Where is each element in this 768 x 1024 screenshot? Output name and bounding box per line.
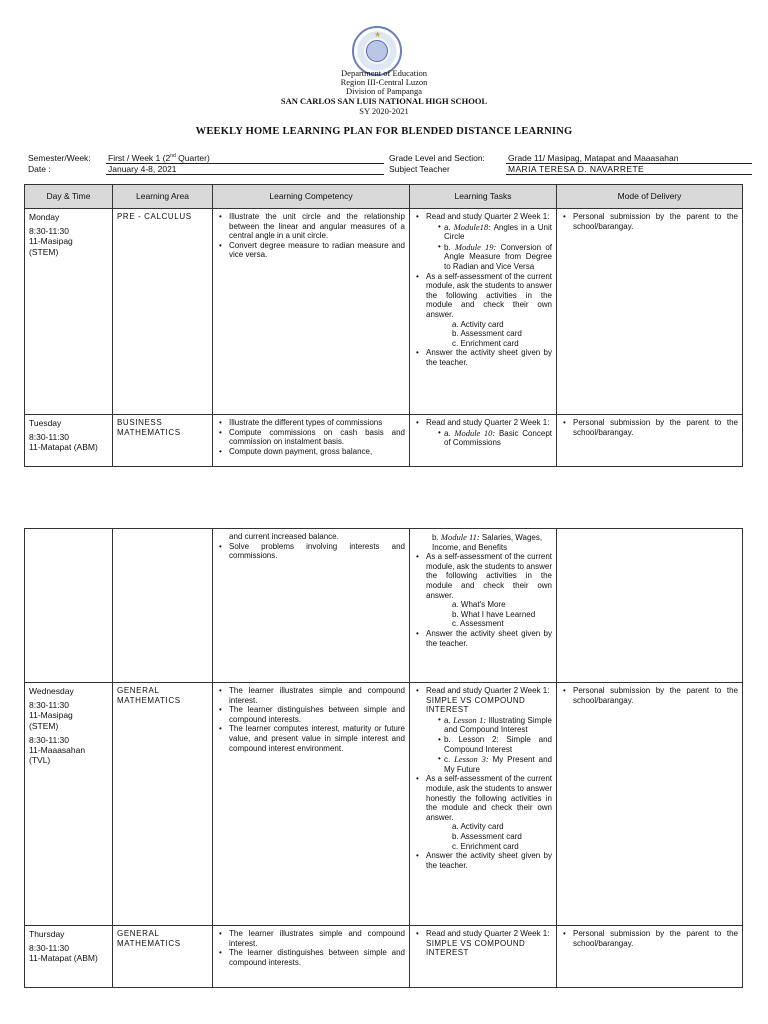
wednesday-day-time: Wednesday 8:30-11:30 11-Masipag (STEM) 8:30-11:30 11-Maaasahan (TVL) xyxy=(25,683,113,926)
teacher-label: Subject Teacher xyxy=(389,164,450,174)
column-header-learning-tasks: Learning Tasks xyxy=(410,185,557,209)
learning-plan-table-page-1 xyxy=(24,184,743,467)
thursday-competency: • The learner illustrates simple and compound interest. • The learner distinguishes between simple and compound interests. xyxy=(213,926,410,988)
tuesday-day-time: Tuesday 8:30-11:30 11-Matapat (ABM) xyxy=(25,415,113,467)
column-header-day-time: Day & Time xyxy=(25,185,113,209)
header-department: Department of Education xyxy=(341,68,427,78)
tuesday-cont-tasks: b. Module 11: Salaries, Wages, Income, and Benefits • As a self-assessment of the current module, ask the students to answer the following activities in the module and check their own answer. a. What's More b. What I have Learned c. Assessment • Answer the activity sheet given by the teacher. xyxy=(410,529,557,683)
header-school: SAN CARLOS SAN LUIS NATIONAL HIGH SCHOOL xyxy=(280,96,488,106)
tuesday-competency: • Illustrate the different types of commissions • Compute commissions on cash basis and commission on instalment basis. • Compute down payment, gross balance, xyxy=(213,415,410,467)
thursday-delivery: • Personal submission by the parent to the school/barangay. xyxy=(557,926,743,988)
header-division: Division of Pampanga xyxy=(345,86,423,96)
table-header-row xyxy=(25,185,743,209)
semester-value: First / Week 1 (2nd Quarter) xyxy=(108,153,210,163)
grade-label: Grade Level and Section: xyxy=(389,153,485,163)
date-label: Date : xyxy=(28,164,51,174)
teacher-underline xyxy=(506,174,752,175)
tuesday-delivery: • Personal submission by the parent to the school/barangay. xyxy=(557,415,743,467)
document-title: WEEKLY HOME LEARNING PLAN FOR BLENDED DISTANCE LEARNING xyxy=(195,126,573,137)
thursday-tasks: • Read and study Quarter 2 Week 1: SIMPLE VS COMPOUND INTEREST xyxy=(410,926,557,988)
grade-value: Grade 11/ Masipag, Matapat and Maaasahan xyxy=(508,153,679,163)
date-value: January 4-8, 2021 xyxy=(108,164,177,174)
teacher-value: MARIA TERESA D. NAVARRETE xyxy=(508,164,645,174)
table-row-monday xyxy=(25,209,743,415)
wednesday-competency: • The learner illustrates simple and compound interest. • The learner distinguishes between simple and compound interests. • The learner computes interest, maturity or future value, and present value in simple interest and compound interest environment. xyxy=(213,683,410,926)
tuesday-cont-day-time xyxy=(25,529,113,683)
tuesday-tasks: • Read and study Quarter 2 Week 1: • a. Module 10: Basic Concept of Commissions xyxy=(410,415,557,467)
wednesday-delivery: • Personal submission by the parent to the school/barangay. xyxy=(557,683,743,926)
wednesday-learning-area: GENERAL MATHEMATICS xyxy=(113,683,213,926)
table-row-tuesday xyxy=(25,415,743,467)
document-page-2 xyxy=(0,470,768,1024)
seal-star-icon: ★ xyxy=(374,30,382,39)
column-header-learning-area: Learning Area xyxy=(113,185,213,209)
document-page-1 xyxy=(0,0,768,470)
column-header-learning-competency: Learning Competency xyxy=(213,185,410,209)
table-row-wednesday xyxy=(25,683,743,926)
monday-day-time: Monday 8:30-11:30 11-Masipag (STEM) xyxy=(25,209,113,415)
tuesday-cont-competency: and current increased balance. • Solve problems involving interests and commissions. xyxy=(213,529,410,683)
wednesday-tasks: • Read and study Quarter 2 Week 1: SIMPLE VS COMPOUND INTEREST • a. Lesson 1: Illustrating Simple and Compound Interest • b. Lesson 2: Simple and Compound Interest • c. Lesson 3: My Present and My Future • As a self-assessment of the current module, ask the students to answer honestly the following activities in the module and check their own answer. a. Activity card b. Assessment card c. Enrichment card • Answer the activity sheet given by the teacher. xyxy=(410,683,557,926)
header-region: Region III-Central Luzon xyxy=(340,77,428,87)
monday-tasks: • Read and study Quarter 2 Week 1: • a. Module18: Angles in a Unit Circle • b. Module 19: Conversion of Angle Measure from Degree to Radian and Vice Versa • As a self-assessment of the current module, ask the students to answer the following activities in the module and check their own answer. a. Activity card b. Assessment card c. Enrichment card • Answer the activity sheet given by the teacher. xyxy=(410,209,557,415)
thursday-learning-area: GENERAL MATHEMATICS xyxy=(113,926,213,988)
monday-competency: • Illustrate the unit circle and the relationship between the linear and angular measures of a central angle in a unit circle. • Convert degree measure to radian measure and vice versa. xyxy=(213,209,410,415)
seal-emblem-icon xyxy=(366,40,388,62)
column-header-mode-of-delivery: Mode of Delivery xyxy=(557,185,743,209)
thursday-day-time: Thursday 8:30-11:30 11-Matapat (ABM) xyxy=(25,926,113,988)
tuesday-cont-delivery xyxy=(557,529,743,683)
tuesday-cont-learning-area xyxy=(113,529,213,683)
table-row-thursday xyxy=(25,926,743,988)
date-underline xyxy=(106,174,384,175)
table-row-tuesday-continued xyxy=(25,529,743,683)
monday-delivery: • Personal submission by the parent to the school/barangay. xyxy=(557,209,743,415)
monday-learning-area: PRE - CALCULUS xyxy=(113,209,213,415)
header-school-year: SY 2020-2021 xyxy=(359,106,409,116)
semester-label: Semester/Week: xyxy=(28,153,91,163)
tuesday-learning-area: BUSINESS MATHEMATICS xyxy=(113,415,213,467)
learning-plan-table-page-2 xyxy=(24,528,743,988)
